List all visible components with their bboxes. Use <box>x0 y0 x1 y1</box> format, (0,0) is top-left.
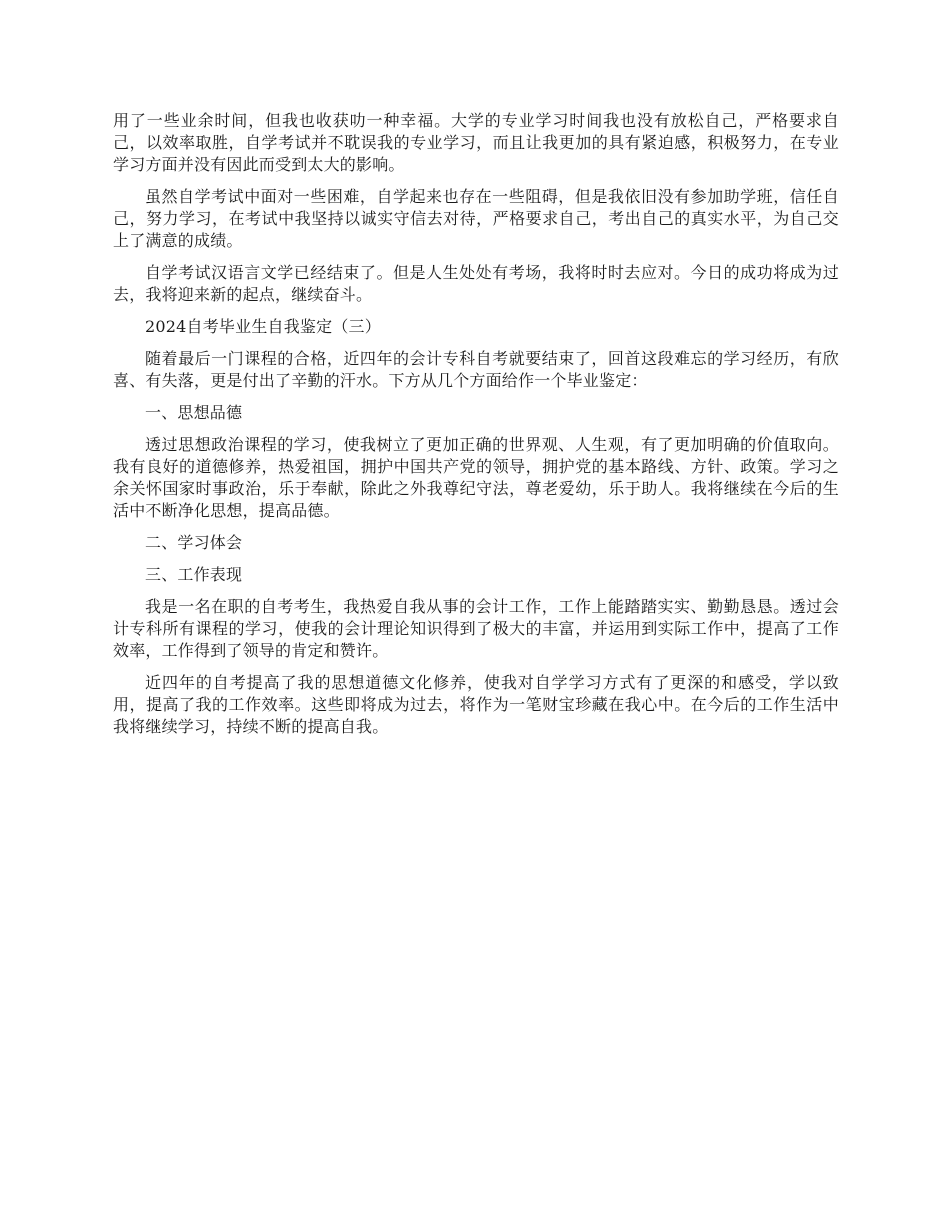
document-page <box>113 110 839 748</box>
paragraph-ideology-morality: 透过思想政治课程的学习，使我树立了更加正确的世界观、人生观，有了更加明确的价值取向。我有良好的道德修养，热爱祖国，拥护中国共产党的领导，拥护党的基本路线、方针、政策。学习之余关怀国家时事政治，乐于奉献，除此之外我尊纪守法，尊老爱幼，乐于助人。我将继续在今后的生活中不断净化思想，提高品德。 <box>113 435 839 520</box>
heading-ideology-morality: 一、思想品德 <box>145 403 243 422</box>
section-title: 2024自考毕业生自我鉴定（三） <box>145 317 381 336</box>
paragraph-continued: 用了一些业余时间，但我也收获叻一种幸福。大学的专业学习时间我也没有放松自己，严格要求自己，以效率取胜，自学考试并不耽误我的专业学习，而且让我更加的具有紧迫感，积极努力，在专业学习方面并没有因此而受到太大的影响。 <box>113 111 839 174</box>
heading-work-performance: 三、工作表现 <box>145 565 243 584</box>
heading-study-experience: 二、学习体会 <box>145 533 243 552</box>
paragraph-conclusion: 近四年的自考提高了我的思想道德文化修养，使我对自学学习方式有了更深的和感受，学以致用，提高了我的工作效率。这些即将成为过去，将作为一笔财宝珍藏在我心中。在今后的工作生活中我将继续学习，持续不断的提高自我。 <box>113 673 839 736</box>
paragraph-intro: 随着最后一门课程的合格，近四年的会计专科自考就要结束了，回首这段难忘的学习经历，有欣喜、有失落，更是付出了辛勤的汗水。下方从几个方面给作一个毕业鉴定： <box>113 349 839 390</box>
paragraph-self-study-difficulties: 虽然自学考试中面对一些困难，自学起来也存在一些阻碍，但是我依旧没有参加助学班，信任自己，努力学习，在考试中我坚持以诚实守信去对待，严格要求自己，考出自己的真实水平，为自己交上了满意的成绩。 <box>113 187 839 250</box>
paragraph-work-performance: 我是一名在职的自考考生，我热爱自我从事的会计工作，工作上能踏踏实实、勤勤恳恳。透过会计专科所有课程的学习，使我的会计理论知识得到了极大的丰富，并运用到实际工作中，提高了工作效率，工作得到了领导的肯定和赞许。 <box>113 597 839 660</box>
paragraph-self-study-ended: 自学考试汉语言文学已经结束了。但是人生处处有考场，我将时时去应对。今日的成功将成为过去，我将迎来新的起点，继续奋斗。 <box>113 263 839 304</box>
